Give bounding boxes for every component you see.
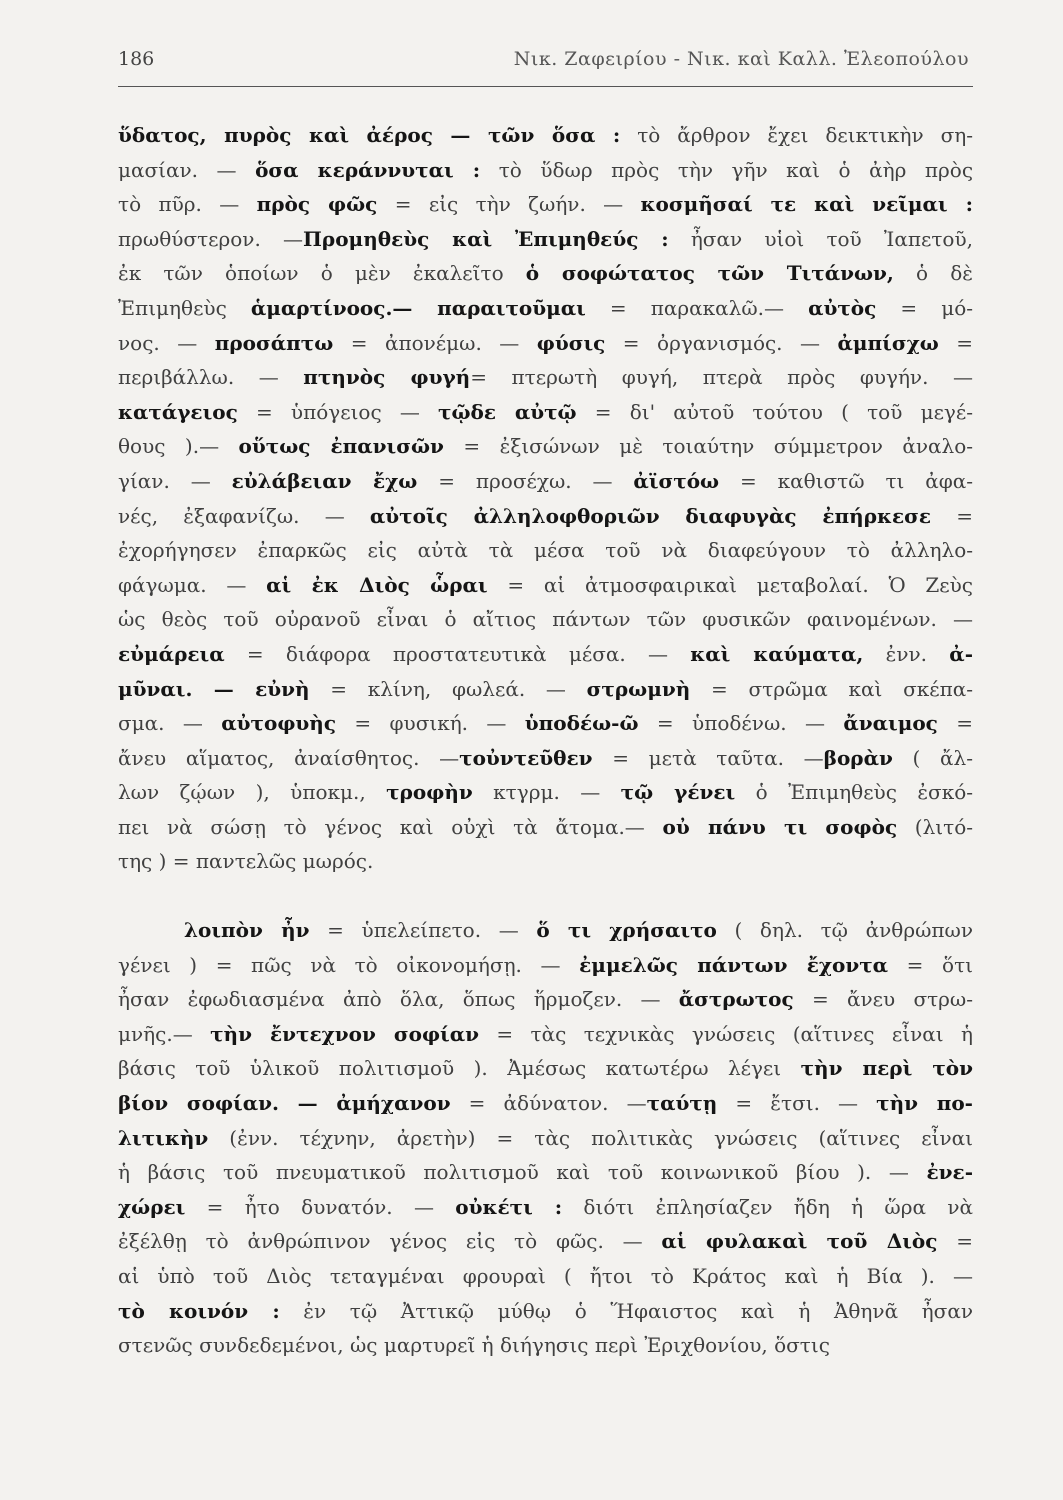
gloss: ( ἄλ-: [892, 745, 973, 770]
gloss: =: [937, 711, 973, 736]
lemma: προσάπτω: [214, 330, 334, 355]
gloss: = ὑποδένω. —: [638, 711, 844, 736]
text-line: [118, 1328, 973, 1363]
lemma: ὅσα κεράννυται :: [255, 157, 481, 182]
gloss: = ὀργανισμός. —: [605, 330, 838, 355]
gloss: τὸ ἄρθρον ἔχει δεικτικὴν ση-: [620, 123, 973, 147]
lemma: ἐνε-: [926, 1160, 973, 1185]
gloss: κτγρμ. —: [472, 780, 621, 805]
text-line: [118, 844, 973, 879]
gloss: = τὰς τεχνικὰς γνώσεις (αἵτινες εἶναι ἡ: [479, 1021, 973, 1046]
gloss: = ἐξισώνων μὲ τοιαύτην σύμμετρον ἀναλο-: [443, 434, 973, 459]
gloss: πρωθύστερον. —: [118, 226, 304, 251]
gloss: (ἐνν. τέχνην, ἀρετὴν) = τὰς πολιτικὰς γνώσεις (αἵτινες εἶναι: [208, 1125, 973, 1150]
lemma: ταύτῃ: [646, 1091, 718, 1116]
page-header: [118, 40, 973, 87]
lemma: ἀ-: [949, 641, 973, 666]
lemma: πτηνὸς φυγή: [303, 365, 471, 390]
gloss: ἦσαν ἐφωδιασμένα ἀπὸ ὅλα, ὅπως ἥρμοζεν. —: [118, 987, 679, 1012]
gloss: = μό-: [876, 295, 973, 320]
gloss: ὁ Ἐπιμηθεὺς ἐσκό-: [735, 780, 974, 805]
text-line: [118, 1224, 973, 1259]
text-line: [118, 982, 973, 1017]
text-line: [118, 741, 973, 776]
lemma: μῦναι. — εὐνὴ: [118, 676, 310, 701]
gloss: ἐκ τῶν ὁποίων ὁ μὲν ἐκαλεῖτο: [118, 261, 526, 286]
gloss: = δι' αὐτοῦ τούτου ( τοῦ μεγέ-: [576, 399, 973, 424]
gloss: = στρῶμα καὶ σκέπα-: [690, 676, 973, 701]
text-line: [118, 1259, 973, 1294]
gloss: = διάφορα προστατευτικὰ μέσα. —: [224, 641, 691, 666]
gloss: ἐξέλθῃ τὸ ἀνθρώπινον γένος εἰς τὸ φῶς. —: [118, 1229, 662, 1254]
text-line: [118, 1155, 973, 1190]
text-line: [118, 672, 973, 707]
gloss: γένει ) = πῶς νὰ τὸ οἰκονομήσῃ. —: [118, 952, 580, 977]
text-line: [118, 499, 973, 534]
text-line: [118, 360, 973, 395]
gloss: = αἱ ἀτμοσφαιρικαὶ μεταβολαί. Ὁ Ζεὺς: [487, 572, 974, 597]
gloss: διότι ἐπλησίαζεν ἤδη ἡ ὥρα νὰ: [562, 1194, 973, 1219]
gloss: (λιτό-: [897, 814, 973, 839]
gloss: = ἔτσι. —: [717, 1091, 877, 1116]
gloss: ( δηλ. τῷ ἀνθρώπων: [716, 918, 973, 943]
lemma: εὐλάβειαν ἔχω: [231, 468, 418, 493]
lemma: ἁμαρτίνοος.— παραιτοῦμαι: [250, 295, 586, 320]
gloss: ὁ δὲ: [893, 261, 973, 286]
lemma: καὶ καύματα,: [690, 641, 864, 666]
gloss: = εἰς τὴν ζωήν. —: [377, 192, 641, 217]
lemma: ἐμμελῶς πάντων ἔχοντα: [579, 952, 889, 977]
gloss: τὸ ὕδωρ πρὸς τὴν γῆν καὶ ὁ ἀὴρ πρὸς: [480, 157, 974, 182]
lemma: οὐ πάνυ τι σοφὸς: [662, 814, 898, 839]
lemma: αὐτοφυὴς: [221, 711, 337, 736]
gloss: της ) = παντελῶς μωρός.: [118, 849, 374, 874]
gloss: περιβάλλω. —: [118, 365, 304, 390]
lemma: ὅ τι χρήσαιτο: [536, 918, 717, 943]
lemma: φύσις: [536, 330, 606, 355]
gloss: βάσις τοῦ ὑλικοῦ πολιτισμοῦ ). Ἀμέσως κατωτέρω λέγει: [118, 1056, 801, 1081]
paragraph: [118, 118, 973, 879]
text-line: [118, 118, 973, 153]
lemma: Προμηθεὺς καὶ Ἐπιμηθεύς :: [303, 226, 669, 251]
text-line: [118, 568, 973, 603]
text-line: [118, 291, 973, 326]
lemma: κοσμῆσαί τε καὶ νεῖμαι :: [640, 192, 973, 217]
gloss: λων ζῴων ), ὑποκμ.,: [118, 780, 387, 805]
gloss: ἐχορήγησεν ἐπαρκῶς εἰς αὐτὰ τὰ μέσα τοῦ νὰ διαφεύγουν τὸ ἀλληλο-: [118, 538, 973, 563]
paragraph-gap: [118, 879, 973, 913]
text-line: [118, 326, 973, 361]
commentary-body: [118, 118, 973, 1363]
lemma: κατάγειος: [118, 399, 238, 424]
gloss: νές, ἐξαφανίζω. —: [118, 503, 370, 528]
text-line: [118, 1294, 973, 1329]
running-head: Νικ. Ζαφειρίου - Νικ. καὶ Καλλ. Ἐλεοπούλου: [513, 48, 969, 70]
gloss: τὸ πῦρ. —: [118, 192, 257, 217]
gloss: ἦσαν υἱοὶ τοῦ Ἰαπετοῦ,: [668, 226, 973, 251]
lemma: τὴν περὶ τὸν: [800, 1056, 973, 1081]
gloss: νος. —: [118, 330, 215, 355]
text-line: [118, 464, 973, 499]
gloss: ἄνευ αἵματος, ἀναίσθητος. —: [118, 745, 460, 770]
lemma: ὑποδέω-ῶ: [524, 711, 639, 736]
lemma: ἀμπίσχω: [837, 330, 939, 355]
gloss: = μετὰ ταῦτα. —: [592, 745, 824, 770]
paragraph: [118, 913, 973, 1363]
gloss: = ἀδύνατον. —: [450, 1091, 647, 1116]
lemma: λοιπὸν ἦν: [184, 918, 310, 943]
lemma: βορὰν: [823, 745, 893, 770]
gloss: θους ).—: [118, 434, 239, 459]
lemma: τῷ γένει: [620, 780, 736, 805]
text-line: [118, 222, 973, 257]
lemma: τὸ κοινόν :: [118, 1298, 280, 1323]
gloss: ἡ βάσις τοῦ πνευματικοῦ πολιτισμοῦ καὶ τοῦ κοινωνικοῦ βίου ). —: [118, 1160, 927, 1185]
text-line: [118, 775, 973, 810]
gloss: = ὑπελείπετο. —: [309, 918, 537, 943]
gloss: = φυσική. —: [336, 711, 525, 736]
lemma: χώρει: [118, 1194, 186, 1219]
gloss: = παρακαλῶ.—: [585, 295, 809, 320]
gloss: μασίαν. —: [118, 157, 256, 182]
gloss: =: [937, 1229, 973, 1254]
gloss: γίαν. —: [118, 468, 232, 493]
text-line: [118, 706, 973, 741]
gloss: αἱ ὑπὸ τοῦ Διὸς τεταγμέναι φρουραὶ ( ἤτοι τὸ Κράτος καὶ ἡ Βία ). —: [118, 1264, 973, 1288]
gloss: = ὑπόγειος —: [237, 399, 439, 424]
gloss: = ἦτο δυνατόν. —: [185, 1194, 456, 1219]
lemma: στρωμνὴ: [586, 676, 691, 701]
gloss: =: [931, 503, 974, 528]
lemma: ἀϊστόω: [633, 468, 720, 493]
gloss: πει νὰ σώσῃ τὸ γένος καὶ οὐχὶ τὰ ἄτομα.—: [118, 814, 663, 839]
gloss: =: [938, 330, 974, 355]
text-line: [118, 913, 973, 948]
text-line: [118, 1190, 973, 1225]
lemma: αἱ φυλακαὶ τοῦ Διὸς: [661, 1229, 938, 1254]
lemma: τὴν ἔντεχνον σοφίαν: [210, 1021, 479, 1046]
text-line: [118, 395, 973, 430]
gloss: φάγωμα. —: [118, 572, 267, 597]
text-line: [118, 533, 973, 568]
lemma: τροφὴν: [386, 780, 473, 805]
lemma: ὕδατος, πυρὸς καὶ ἀέρος — τῶν ὅσα :: [118, 123, 621, 147]
gloss: ὡς θεὸς τοῦ οὐρανοῦ εἶναι ὁ αἴτιος πάντων τῶν φυσικῶν φαινομένων. —: [118, 607, 973, 632]
lemma: ἄστρωτος: [678, 987, 794, 1012]
gloss: = προσέχω. —: [417, 468, 634, 493]
gloss: στενῶς συνδεδεμένοι, ὡς μαρτυρεῖ ἡ διήγησις περὶ Ἐριχθονίου, ὅστις: [118, 1333, 830, 1358]
gloss: = πτερωτὴ φυγή, πτερὰ πρὸς φυγήν. —: [470, 365, 973, 390]
lemma: πρὸς φῶς: [256, 192, 378, 217]
gloss: = κλίνη, φωλεά. —: [309, 676, 587, 701]
gloss: μνῆς.—: [118, 1021, 211, 1046]
lemma: αὐτὸς: [808, 295, 877, 320]
gloss: ἐνν.: [863, 641, 950, 666]
lemma: τοὐντεῦθεν: [459, 745, 593, 770]
gloss: ἐν τῷ Ἀττικῷ μύθῳ ὁ Ἥφαιστος καὶ ἡ Ἀθηνᾶ ἦσαν: [279, 1298, 973, 1323]
gloss: Ἐπιμηθεὺς: [118, 295, 251, 320]
lemma: αἱ ἐκ Διὸς ὧραι: [266, 572, 488, 597]
gloss: = ἄνευ στρω-: [793, 987, 973, 1012]
gloss: = ὅτι: [888, 952, 974, 977]
lemma: λιτικὴν: [118, 1125, 209, 1150]
lemma: τὴν πο-: [876, 1091, 973, 1116]
gloss: = καθιστῶ τι ἀφα-: [719, 468, 974, 493]
text-line: [118, 948, 973, 983]
lemma: οὕτως ἐπανισῶν: [238, 434, 444, 459]
gloss: σμα. —: [118, 711, 222, 736]
page-number: 186: [118, 48, 155, 70]
lemma: ἄναιμος: [843, 711, 938, 736]
text-line: [118, 637, 973, 672]
gloss: = ἀπονέμω. —: [333, 330, 537, 355]
text-line: [118, 187, 973, 222]
text-line: [118, 1086, 973, 1121]
lemma: αὐτοῖς ἀλληλοφθοριῶν διαφυγὰς ἐπήρκεσε: [369, 503, 932, 528]
lemma: οὐκέτι :: [455, 1194, 563, 1219]
text-line: [118, 1051, 973, 1086]
text-line: [118, 1121, 973, 1156]
text-line: [118, 1017, 973, 1052]
text-line: [118, 153, 973, 188]
lemma: εὐμάρεια: [118, 641, 225, 666]
text-line: [118, 429, 973, 464]
text-line: [118, 256, 973, 291]
lemma: τῷδε αὐτῷ: [438, 399, 577, 424]
text-line: [118, 810, 973, 845]
text-line: [118, 602, 973, 637]
lemma: ὁ σοφώτατος τῶν Τιτάνων,: [525, 261, 894, 286]
lemma: βίον σοφίαν. — ἀμήχανον: [118, 1091, 451, 1116]
